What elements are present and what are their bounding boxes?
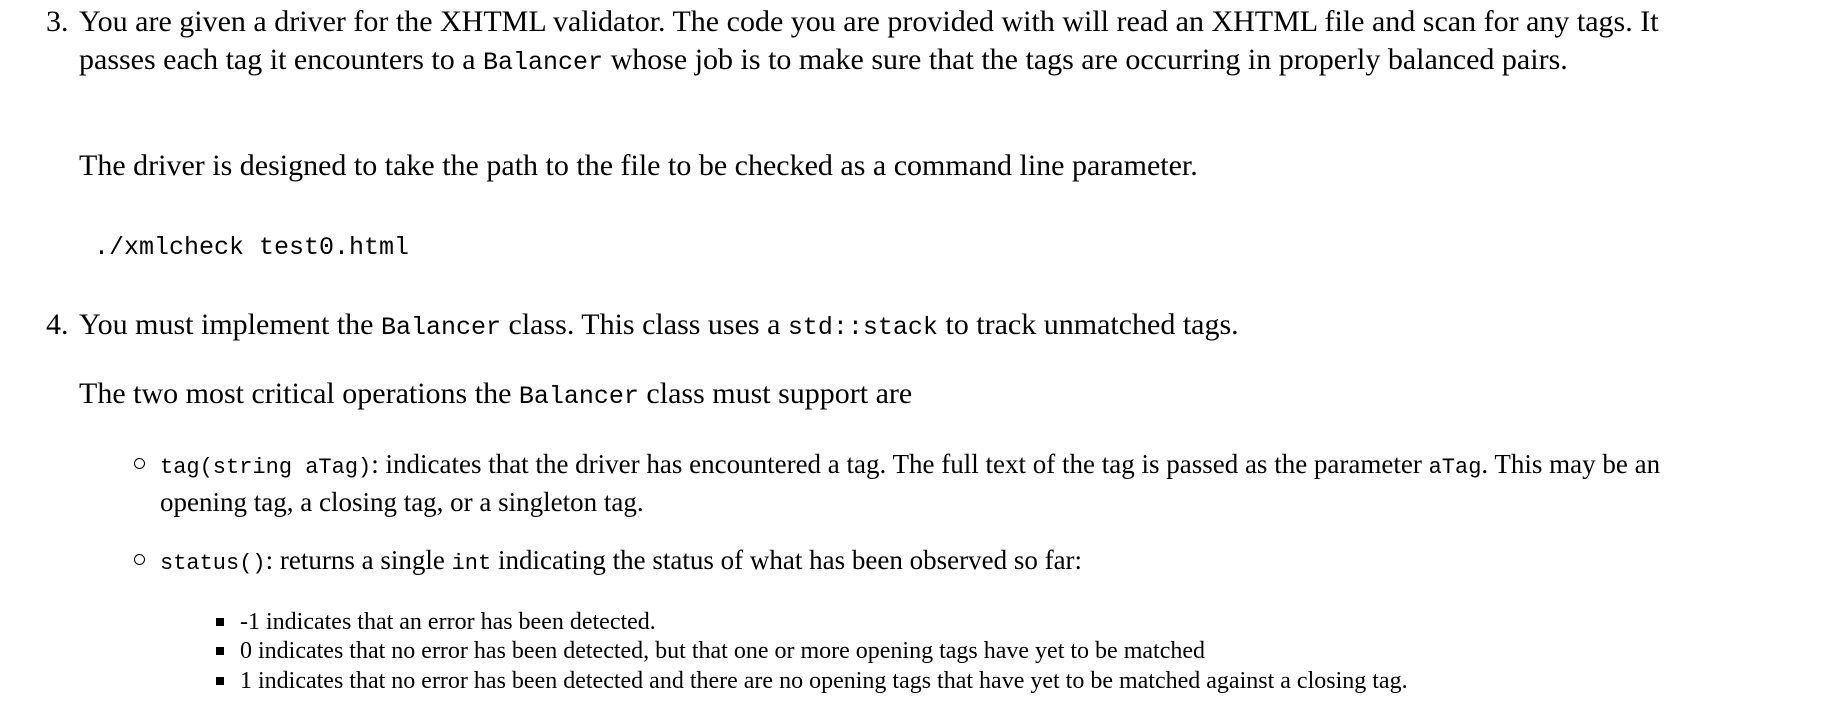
list-number: 3. — [46, 5, 69, 38]
square-bullet-icon — [216, 647, 224, 655]
text-run: class. This class uses a — [501, 308, 788, 341]
text-run: The two most critical operations the — [79, 377, 519, 410]
text-run: to track unmatched tags. — [937, 308, 1239, 341]
status-value-item: 1 indicates that no error has been detected and there are no opening tags that have yet to be matched against a closing tag. — [240, 668, 1408, 694]
code-atag: aTag — [1428, 455, 1482, 480]
text-run: You are given a driver for the XHTML validator. The code you are provided with will read an XHTML file and scan for any tags. It passes each tag it encounters to a — [79, 5, 1659, 76]
circle-bullet-icon — [134, 554, 145, 565]
item-4-operations-paragraph — [79, 375, 1739, 416]
code-balancer: Balancer — [380, 313, 501, 342]
code-status-signature: status() — [160, 551, 266, 576]
text-run: You must implement the — [79, 308, 381, 341]
code-int: int — [451, 551, 492, 576]
square-bullet-icon — [216, 677, 224, 685]
status-value-item: -1 indicates that an error has been detected. — [240, 609, 656, 635]
list-number: 4. — [46, 308, 69, 341]
code-balancer: Balancer — [518, 382, 639, 411]
text-run: class must support are — [638, 377, 913, 410]
operation-status-description — [160, 543, 1740, 581]
code-balancer: Balancer — [483, 48, 604, 77]
circle-bullet-icon — [134, 458, 145, 469]
square-bullet-icon — [216, 618, 224, 626]
code-tag-signature: tag(string aTag) — [160, 455, 372, 480]
item-3-driver-paragraph: The driver is designed to take the path to the file to be checked as a command line parameter. — [79, 149, 1198, 182]
text-run: whose job is to make sure that the tags are occurring in properly balanced pairs. — [603, 43, 1568, 76]
item-4-intro-paragraph — [79, 306, 1739, 347]
item-3-intro-paragraph — [79, 3, 1739, 82]
status-value-item: 0 indicates that no error has been detected, but that one or more opening tags have yet to be matched — [240, 638, 1205, 664]
text-run: : returns a single — [265, 545, 452, 575]
text-run: indicating the status of what has been observed so far: — [491, 545, 1083, 575]
code-std-stack: std::stack — [787, 313, 938, 342]
text-run: . This may be an opening tag, a closing tag, or a singleton tag. — [160, 449, 1661, 517]
command-line-example: ./xmlcheck test0.html — [94, 233, 410, 262]
text-run: : indicates that the driver has encountered a tag. The full text of the tag is passed as the parameter — [371, 449, 1429, 479]
operation-tag-description — [160, 447, 1740, 519]
